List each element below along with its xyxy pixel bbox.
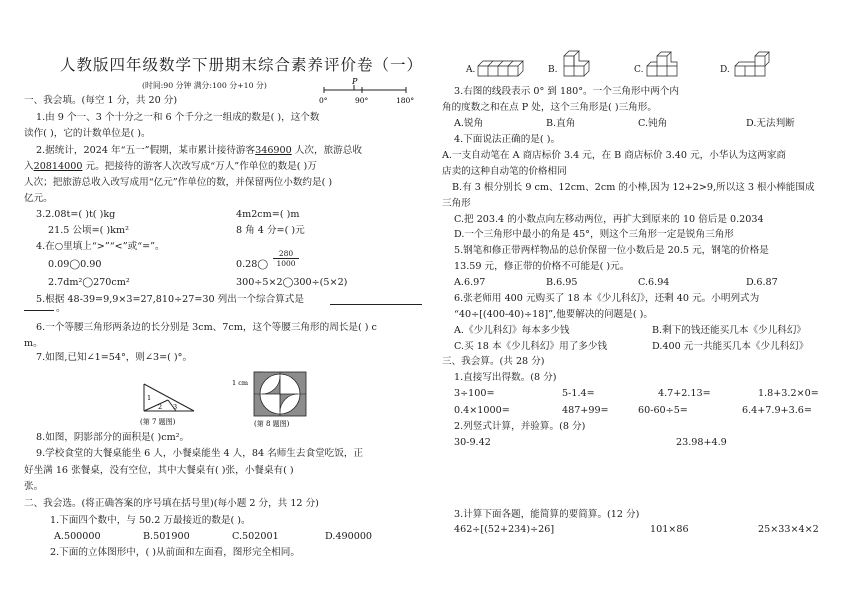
s2-q1-stem: 1.下面四个数中，与 50.2 万最接近的数是( )。 — [50, 515, 251, 526]
s2-q4-a-line1: A.一支自动笔在 A 商店标价 3.4 元，在 B 商店标价 3.40 元，小华认为这两家商 — [442, 150, 787, 161]
s2-q6-option-d: D.400 元一共能买几本《少儿科幻》 — [652, 341, 809, 352]
s1-q4-a-right — [236, 259, 268, 271]
s3-q1-r2-c4: 6.4+7.9+3.6= — [742, 405, 812, 416]
visitor-count: 346900 — [255, 145, 292, 156]
s1-q2-line2 — [24, 161, 317, 173]
s3-q3-stem: 3.计算下面各题，能简算的要简算。(12 分) — [454, 509, 640, 520]
figure-8-shaded-circles — [232, 366, 322, 430]
tick-label-90: 90° — [355, 96, 369, 105]
svg-text:1: 1 — [147, 394, 152, 402]
s2-q1-option-c: C.502001 — [232, 531, 279, 542]
s2-q4-stem: 4.下面说法正确的是( )。 — [454, 134, 561, 145]
text: 入 — [24, 161, 34, 172]
page-title: 人教版四年级数学下册期末综合素养评价卷（一） — [60, 56, 424, 74]
cube-figure-c — [645, 50, 681, 80]
s3-q2-stem: 2.列竖式计算，并验算。(8 分) — [454, 421, 586, 432]
s2-q6-option-b: B.剩下的钱还能买几本《少儿科幻》 — [652, 325, 807, 336]
s3-q3-item-2: 101×86 — [650, 524, 689, 535]
s2-q2-option-a: A. — [466, 65, 476, 75]
s2-q6-line1: 6.张老师用 400 元购买了 18 本《少儿科幻》，还剩 40 元。小明列式为 — [454, 293, 760, 304]
s2-q2-option-b: B. — [548, 65, 558, 75]
s2-q1-option-a: A.500000 — [54, 531, 101, 542]
cube-figure-b — [560, 50, 594, 80]
s1-q4-a-left: 0.09◯0.90 — [48, 259, 102, 270]
s3-q2-item-1: 30-9.42 — [454, 437, 491, 448]
s2-q4-c: C.把 203.4 的小数点向左移动两位，再扩大到原来的 10 倍后是 0.2034 — [454, 214, 764, 225]
s1-q6-line2: m。 — [24, 338, 43, 349]
s3-q1-r2-c3: 60-60÷5= — [638, 405, 688, 416]
revenue-amount: 20814000 — [33, 161, 83, 172]
s1-q5-answer-line-2 — [24, 310, 54, 311]
section-1-heading: 一、我会填。(每空 1 分，共 20 分) — [24, 95, 178, 106]
point-p-label: P — [352, 77, 358, 86]
s3-q1-r1-c1: 3÷100= — [454, 388, 495, 399]
s1-q3-left-2: 21.5 公顷=( )km² — [48, 225, 129, 236]
s3-q1-r1-c2: 5-1.4= — [562, 388, 595, 399]
s2-q5-line2: 13.59 元，修正带的价格不可能是( )元。 — [454, 261, 630, 272]
s2-q3-option-a: A.锐角 — [454, 118, 484, 129]
fraction-280-1000 — [273, 249, 299, 268]
s3-q1-r1-c4: 1.8+3.2×0= — [758, 388, 819, 399]
s2-q3-option-d: D.无法判断 — [746, 118, 795, 129]
s3-q3-item-3: 25×33×4×2 — [758, 524, 819, 535]
cube-figure-a — [478, 56, 524, 78]
s1-q9-line3: 张。 — [24, 481, 44, 492]
s2-q4-d: D.一个三角形中最小的角是 45°，则这个三角形一定是锐角三角形 — [454, 229, 734, 240]
s1-q8-stem: 8.如图，阴影部分的面积是( )cm²。 — [36, 432, 190, 443]
s1-q9-line2: 好坐满 16 张餐桌，没有空位，其中大餐桌有( )张，小餐桌有( ) — [24, 465, 294, 476]
svg-text:2: 2 — [158, 403, 163, 411]
section-2-heading: 二、我会选。(将正确答案的序号填在括号里)(每小题 2 分，共 12 分) — [24, 498, 319, 509]
figure-7-caption: (第 7 题图) — [140, 418, 176, 426]
cube-figure-d — [733, 50, 773, 80]
s1-q4-b-left: 2.7dm²◯270cm² — [48, 277, 130, 288]
s2-q5-line1: 5.钢笔和修正带两样物品的总价保留一位小数后是 20.5 元，钢笔的价格是 — [454, 245, 769, 256]
s2-q4-a-line2: 店卖的这种自动笔的价格相同 — [442, 166, 567, 177]
s1-q4-b-right: 300÷5×2◯300÷(5×2) — [236, 277, 348, 288]
s1-q4-stem: 4.在○里填上“>”“<”或“=”。 — [36, 241, 165, 252]
text: 元。把接待的游客人次改写成“万人”作单位的数是( )万 — [82, 161, 317, 172]
s2-q4-b-line1: B.有 3 根分别长 9 cm、12cm、2cm 的小棒,因为 12+2>9,所以这 3 根小棒能围成 — [452, 182, 815, 193]
tick-label-180: 180° — [396, 96, 415, 105]
s2-q6-option-a: A.《少儿科幻》每本多少钱 — [454, 325, 570, 336]
s2-q3-line1: 3.右图的线段表示 0° 到 180°。一个三角形中两个内 — [454, 86, 679, 97]
s3-q1-stem: 1.直接写出得数。(8 分) — [454, 372, 557, 383]
page-subtitle: (时间:90 分钟 满分:100 分+10 分) — [142, 81, 267, 90]
s1-q7-stem: 7.如图,已知∠1=54°，则∠3=( )°。 — [36, 352, 193, 363]
s3-q1-r2-c2: 487+99= — [562, 405, 609, 416]
s2-q5-option-b: B.6.95 — [546, 277, 578, 288]
s2-q6-line2: “40÷[(400-40)÷18]”,他要解决的问题是( )。 — [454, 309, 653, 320]
text: 人次，旅游总收 — [291, 145, 362, 156]
svg-text:3: 3 — [173, 403, 178, 411]
s2-q4-b-line2: 三角形 — [442, 198, 471, 209]
s1-q2-line1 — [36, 145, 362, 157]
s1-q6-line1: 6.一个等腰三角形两条边的长分别是 3cm、7cm，这个等腰三角形的周长是( ) c — [36, 322, 377, 333]
angle-line-figure — [318, 77, 418, 108]
s2-q5-option-d: D.6.87 — [746, 277, 778, 288]
s3-q2-item-2: 23.98+4.9 — [676, 437, 727, 448]
s2-q6-option-c: C.买 18 本《少儿科幻》用了多少钱 — [454, 341, 608, 352]
s2-q2-option-d: D. — [720, 65, 730, 75]
s1-q3-right-2: 8 角 4 分=( )元 — [236, 225, 305, 236]
text: 0.28◯ — [236, 259, 269, 270]
s1-q5-answer-line — [330, 304, 422, 305]
text: 2.据统计，2024 年“五一”假期，某市累计接待游客 — [36, 145, 256, 156]
s2-q5-option-a: A.6.97 — [454, 277, 486, 288]
s2-q5-option-c: C.6.94 — [638, 277, 670, 288]
fraction-numerator: 280 — [273, 249, 299, 259]
s2-q3-line2: 角的度数之和在点 P 处，这个三角形是( )三角形。 — [442, 102, 657, 113]
s2-q1-option-b: B.501900 — [143, 531, 190, 542]
s3-q3-item-1: 462÷[(52+234)÷26] — [454, 524, 555, 535]
figure-7-triangle — [138, 384, 200, 428]
s1-q9-line1: 9.学校食堂的大餐桌能坐 6 人，小餐桌能坐 4 人，84 名师生去食堂吃饭，正 — [36, 448, 364, 459]
s3-q1-r2-c1: 0.4×1000= — [454, 405, 510, 416]
s1-q5-line1: 5.根据 48-39=9,9×3=27,810÷27=30 列出一个综合算式是 — [36, 294, 304, 305]
s2-q2-stem: 2.下面的立体图形中，( )从前面和左面看，图形完全相同。 — [50, 547, 300, 558]
s2-q3-option-c: C.钝角 — [638, 118, 668, 129]
s1-q1-line1: 1.由 9 个一、3 个十分之一和 6 个千分之一组成的数是( )，这个数 — [36, 112, 320, 123]
s1-q2-line3: 人次；把旅游总收入改写成用“亿元”作单位的数，并保留两位小数约是( ) — [24, 177, 333, 188]
s3-q1-r1-c3: 4.7+2.13= — [658, 388, 711, 399]
s1-q5-tail: 。 — [56, 303, 66, 314]
s1-q1-line2: 读作( )，它的计数单位是( )。 — [24, 128, 151, 139]
s1-q2-line4: 亿元。 — [24, 193, 53, 204]
s2-q2-option-c: C. — [634, 65, 644, 75]
s2-q1-option-d: D.490000 — [325, 531, 373, 542]
figure-8-length-label: 1 cm — [232, 379, 249, 387]
s1-q3-left-1: 3.2.08t=( )t( )kg — [36, 209, 116, 220]
section-3-heading: 三、我会算。(共 28 分) — [442, 356, 545, 367]
s2-q3-option-b: B.直角 — [546, 118, 576, 129]
fraction-denominator: 1000 — [276, 259, 296, 268]
figure-8-caption: (第 8 题图) — [254, 420, 290, 428]
tick-label-0: 0° — [319, 96, 328, 105]
s1-q3-right-1: 4m2cm=( )m — [236, 209, 300, 220]
